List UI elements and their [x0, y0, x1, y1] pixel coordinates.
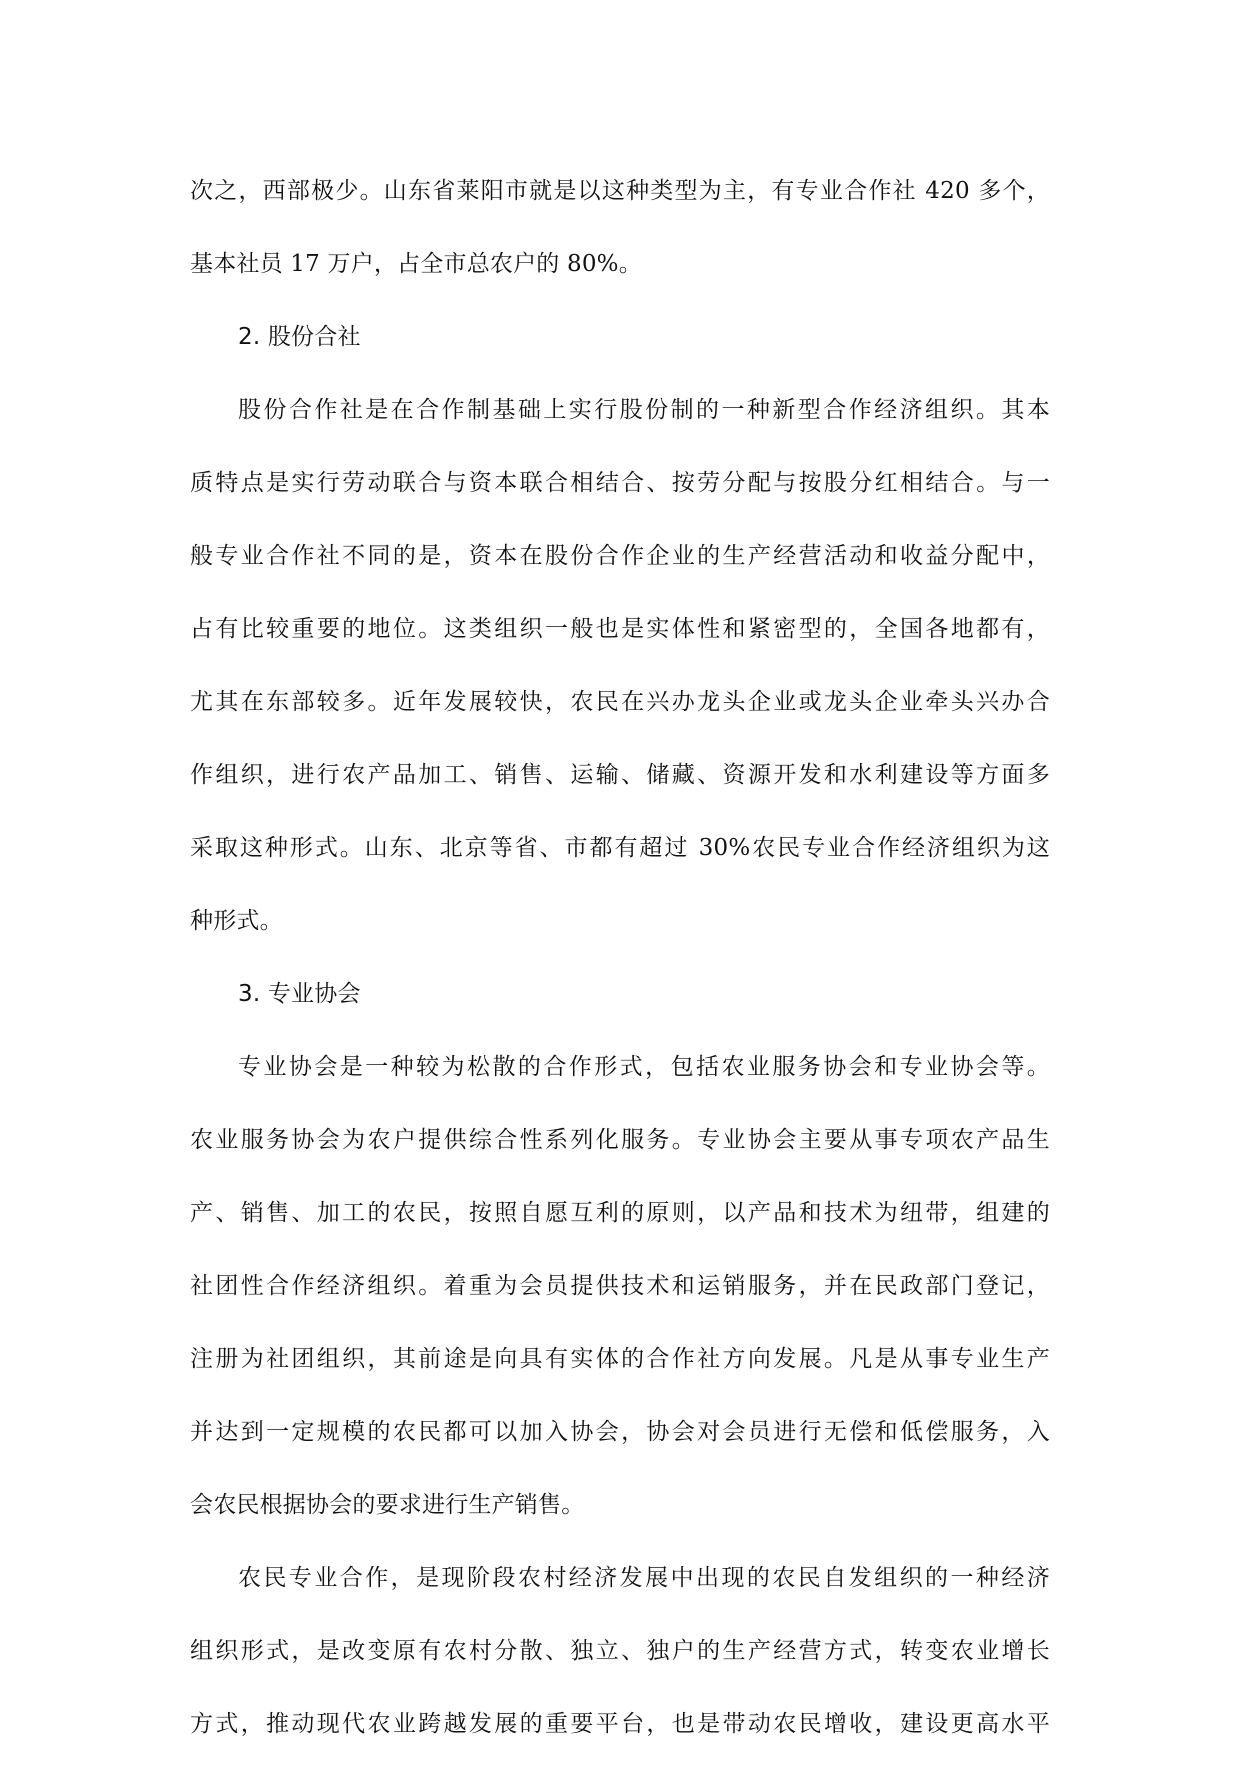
text-segment: 和收益分配中，: [874, 543, 1051, 569]
text-segment: 与按股分红相结合。与一: [773, 470, 1050, 496]
text-segment: 尤其在东部较多。近年发展较快，农民在兴办龙头企业或龙头企业牵头兴办合: [190, 689, 1050, 715]
text-segment: 作组织，进行农产品加工、销售、运输、储藏、资源开发和水利建设等方面多: [190, 762, 1050, 788]
text-segment: 股份合作社是在合作制基础上实行股份制的一种新型合作经济组织。其本: [238, 397, 1050, 423]
text-line: [190, 165, 1050, 238]
text-segment: 并达到一定规模的农民都可以加入协会，协会对会员进行无偿和低偿服务，入: [190, 1419, 1050, 1445]
text-line: [190, 530, 1050, 603]
text-segment: 农业服务协会为农户提供综合性系列化服务。专业协会主要从事专项农产品生: [190, 1127, 1050, 1153]
text-line: [190, 676, 1050, 749]
text-segment: 种形式。: [190, 908, 283, 934]
text-segment: 组织形式，是改变原有农村分散、独立、独户的生产经营方式，转变农业增长: [190, 1638, 1050, 1664]
section-heading: [190, 311, 1050, 384]
text-segment: 产、销售、加工的农民，按照自愿互利的原则，以产品和技术为纽带，组建的: [190, 1200, 1050, 1226]
text-line: [190, 822, 1050, 895]
keyword-link: 按劳分配: [671, 470, 774, 496]
text-segment: 质特点是实行劳动联合与资本联合相结合、: [190, 470, 672, 496]
text-segment: 方式，推动现代农业跨越发展的重要平台，也是带动农民增收，建设更高水平: [190, 1711, 1050, 1737]
text-line: [190, 895, 1050, 968]
text-line: [190, 603, 1050, 676]
text-line: [190, 1479, 1050, 1552]
text-segment: 占有比较重要的地位。这类组织一般也是实体性和紧密型的，全国各地都有，: [190, 616, 1050, 642]
text-line: [190, 1114, 1050, 1187]
text-line: [190, 384, 1050, 457]
section-heading: [190, 968, 1050, 1041]
text-line: [190, 457, 1050, 530]
text-segment: 2. 股份合社: [238, 324, 361, 350]
text-segment: 基本社员 17 万户，占全市总农户的 80%。: [190, 251, 642, 277]
text-segment: 农民专业合作，是现阶段农村经济发展中出现的农民自发组织的一种经济: [238, 1565, 1050, 1591]
text-segment: 3. 专业协会: [238, 981, 361, 1007]
text-segment: 般专业合作社不同的是，资本在股份合作企业的: [190, 543, 723, 569]
text-segment: 采取这种形式。山东、北京等省、市都有超过 30%农民专业合作经济组织为这: [190, 835, 1050, 861]
text-line: [190, 1625, 1050, 1698]
text-segment: 注册为社团组织，其前途是向具有实体的合作社方向发展。凡是从事专业生产: [190, 1346, 1050, 1372]
text-line: [190, 238, 1050, 311]
text-line: [190, 749, 1050, 822]
text-line: [190, 1187, 1050, 1260]
text-line: [190, 1698, 1050, 1771]
text-segment: 社团性合作经济组织。着重为会员提供技术和运销服务，并在民政部门登记，: [190, 1273, 1050, 1299]
document-body: [190, 165, 1050, 1771]
text-line: [190, 1333, 1050, 1406]
text-line: [190, 1260, 1050, 1333]
text-segment: 专业协会是一种较为松散的合作形式，包括农业服务协会和专业协会等。: [238, 1054, 1050, 1080]
text-line: [190, 1406, 1050, 1479]
text-line: [190, 1041, 1050, 1114]
text-segment: 次之，西部极少。山东省莱阳市就是以这种类型为主，有专业合作社 420 多个，: [190, 178, 1050, 204]
text-segment: 会农民根据协会的要求进行生产销售。: [190, 1492, 585, 1518]
text-line: [190, 1552, 1050, 1625]
keyword-link: 生产经营活动: [722, 543, 875, 569]
